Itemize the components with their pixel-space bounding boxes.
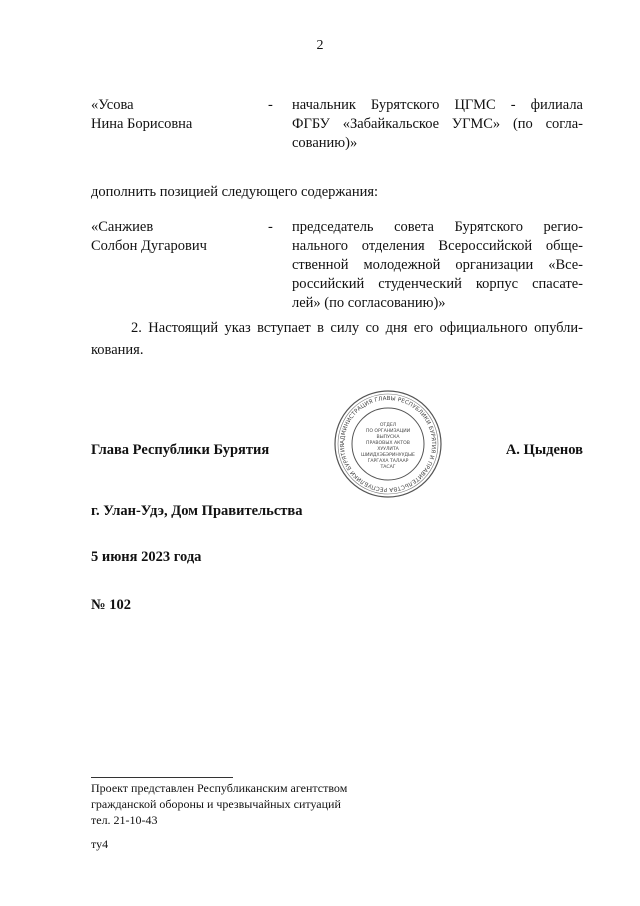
footnote (91, 780, 347, 828)
seal-center-line-8: ТАСАГ (380, 465, 396, 470)
entry-1-position-line-2: ФГБУ «Забайкальское УГМС» (по согла- (292, 116, 583, 132)
document-number: № 102 (91, 597, 131, 613)
entry-2-dash: - (268, 219, 273, 235)
footnote-line-2: гражданской обороны и чрезвычайных ситуаций (91, 797, 341, 811)
signatory-name: А. Цыденов (505, 442, 583, 458)
official-seal (333, 389, 443, 499)
entry-1-name-line-2: Нина Борисовна (91, 116, 193, 132)
entry-1-position (292, 96, 583, 153)
seal-center-line-1: ОТДЕЛ (379, 423, 397, 428)
seal-center-line-5: ХУУЛИТА (377, 447, 399, 452)
entry-2-position-line-5: лей» (по согласованию)» (292, 295, 446, 311)
entry-2-name-line-2: Солбон Дугарович (91, 238, 207, 254)
entry-1-position-line-3: сованию)» (292, 135, 358, 151)
document-code: ту4 (91, 837, 109, 851)
seal-center-line-7: ГАРГАХА ТАЛААР (367, 459, 409, 464)
footnote-line-3: тел. 21-10-43 (91, 813, 158, 827)
seal-center-line-6: ШИИДХЭБЭРИНУУДЫЕ (361, 453, 415, 458)
entry-2-position-line-1: председатель совета Бурятского регио- (292, 219, 583, 235)
entry-1-name (91, 96, 192, 134)
footnote-divider (91, 777, 233, 778)
document-date: 5 июня 2023 года (91, 549, 202, 565)
entry-2-position (292, 218, 583, 313)
signatory-title: Глава Республики Бурятия (91, 442, 270, 458)
clause-2-line-1: 2. Настоящий указ вступает в силу со дня его официального опубли- (131, 320, 583, 336)
entry-1-name-line-1: «Усова (91, 97, 134, 113)
addition-line: дополнить позицией следующего содержания: (91, 184, 379, 200)
seal-center-line-3: ВЫПУСКА (376, 435, 400, 440)
entry-1-dash: - (268, 97, 273, 113)
entry-2-name (91, 218, 207, 256)
seal-center-line-2: ПО ОРГАНИЗАЦИИ (365, 429, 411, 434)
seal-ring-text: АДМИНИСТРАЦИЯ ГЛАВЫ РЕСПУБЛИКИ БУРЯТИЯ И ПРАВИТЕЛЬСТВА РЕСПУБЛИКИ БУРЯТИЯ (339, 395, 437, 493)
entry-2-position-line-4: российский студенческий корпус спасате- (292, 276, 583, 292)
seal-center-line-4: ПРАВОВЫХ АКТОВ (366, 441, 410, 446)
entry-2-position-line-2: нального отделения Всероссийской обще- (292, 238, 583, 254)
page-number: 2 (316, 38, 324, 53)
entry-2-position-line-3: ственной молодежной организации «Все- (292, 257, 583, 273)
entry-1-position-line-1: начальник Бурятского ЦГМС - филиала (292, 97, 583, 113)
entry-2-name-line-1: «Санжиев (91, 219, 154, 235)
footnote-line-1: Проект представлен Республиканским агентством (91, 781, 348, 795)
clause-2-line-2: кования. (91, 342, 144, 358)
place-of-signing: г. Улан-Удэ, Дом Правительства (91, 503, 303, 519)
